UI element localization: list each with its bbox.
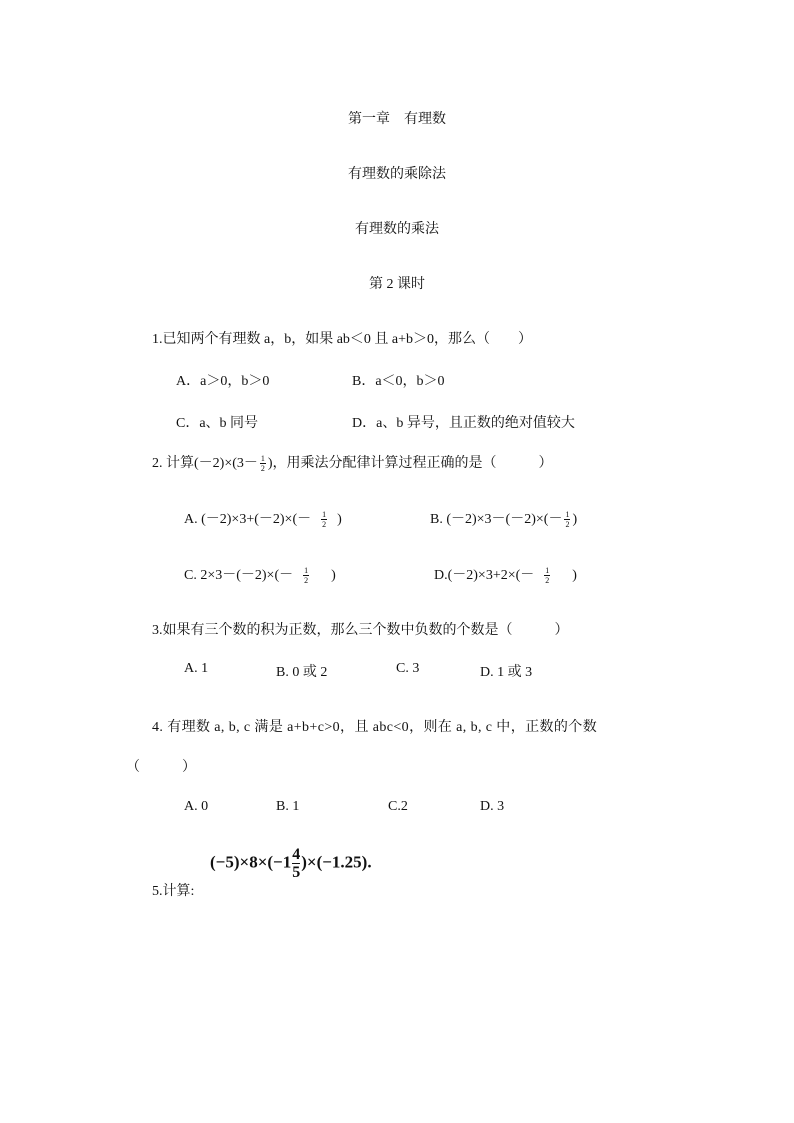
fraction-denominator: 2	[545, 576, 550, 586]
fraction-numerator: 1	[260, 454, 265, 464]
q2-option-b	[430, 508, 577, 529]
q2-option-c-fraction	[303, 566, 309, 585]
q2-stem-fraction	[260, 454, 266, 473]
fraction-denominator: 2	[322, 520, 327, 530]
fraction-denominator: 5	[292, 864, 301, 881]
fraction-denominator: 2	[565, 520, 570, 530]
q2-option-a	[184, 508, 342, 529]
q2-stem-post: )，用乘法分配律计算过程正确的是（ ）	[267, 456, 553, 471]
q3-option-a: A. 1	[184, 661, 209, 676]
q2-option-a-fraction	[321, 510, 327, 529]
fraction-numerator: 1	[545, 566, 550, 576]
q2-option-d-post: )	[572, 568, 577, 583]
q4-option-d: D. 3	[480, 799, 505, 814]
q1-option-b: B．a＜0，b＞0	[352, 374, 445, 389]
q2-option-d-pre: D.(－2)×3+2×(－	[434, 568, 535, 583]
q2-option-b-post: )	[572, 512, 578, 527]
q2-option-b-fraction	[564, 510, 570, 529]
fraction-denominator: 2	[304, 576, 309, 586]
q2-option-d-fraction	[544, 566, 550, 585]
q1-option-c: C．a、b 同号	[176, 416, 259, 431]
q2-option-c-post: )	[331, 568, 336, 583]
lesson-title: 第 2 课时	[369, 277, 425, 292]
q2-option-c	[184, 564, 336, 585]
section-title: 有理数的乘除法	[348, 167, 446, 182]
q5-expr-pre: (−5)×8×(−1	[210, 852, 292, 872]
q4-answer-paren: （ ）	[126, 760, 196, 775]
q2-option-b-pre: B. (－2)×3－(－2)×(－	[430, 512, 563, 527]
q4-option-a: A. 0	[184, 799, 209, 814]
q5-label: 5.计算:	[152, 884, 195, 899]
subsection-title: 有理数的乘法	[355, 222, 439, 237]
q2-option-d	[434, 564, 577, 585]
q4-option-c: C.2	[388, 799, 408, 814]
q3-stem: 3.如果有三个数的积为正数，那么三个数中负数的个数是（ ）	[152, 623, 569, 638]
q3-option-c: C. 3	[396, 661, 420, 676]
fraction-numerator: 1	[322, 510, 327, 520]
q4-stem: 4. 有理数 a, b, c 满是 a+b+c>0，且 abc<0，则在 a, b, c 中，正数的个数	[152, 720, 598, 735]
q1-option-d: D．a、b 异号，且正数的绝对值较大	[352, 416, 575, 431]
fraction-numerator: 4	[292, 846, 301, 863]
q4-option-b: B. 1	[276, 799, 300, 814]
chapter-title: 第一章 有理数	[348, 112, 446, 127]
q5-expr-post: )×(−1.25).	[301, 852, 372, 872]
q3-option-b: B. 0 或 2	[276, 665, 328, 680]
fraction-numerator: 1	[304, 566, 309, 576]
q1-stem: 1.已知两个有理数 a，b，如果 ab＜0 且 a+b＞0，那么（ ）	[152, 332, 533, 347]
fraction-numerator: 1	[565, 510, 570, 520]
q3-option-d: D. 1 或 3	[480, 665, 533, 680]
q2-stem-pre: 2. 计算(－2)×(3－	[152, 456, 258, 471]
q5-expression	[210, 846, 372, 881]
fraction-denominator: 2	[260, 464, 265, 474]
q2-stem	[152, 452, 553, 473]
q2-option-a-post: )	[337, 512, 342, 527]
q5-fraction	[292, 846, 300, 881]
q2-option-c-pre: C. 2×3－(－2)×(－	[184, 568, 294, 583]
q1-option-a: A．a＞0，b＞0	[176, 374, 270, 389]
q2-option-a-pre: A. (－2)×3+(－2)×(－	[184, 512, 312, 527]
